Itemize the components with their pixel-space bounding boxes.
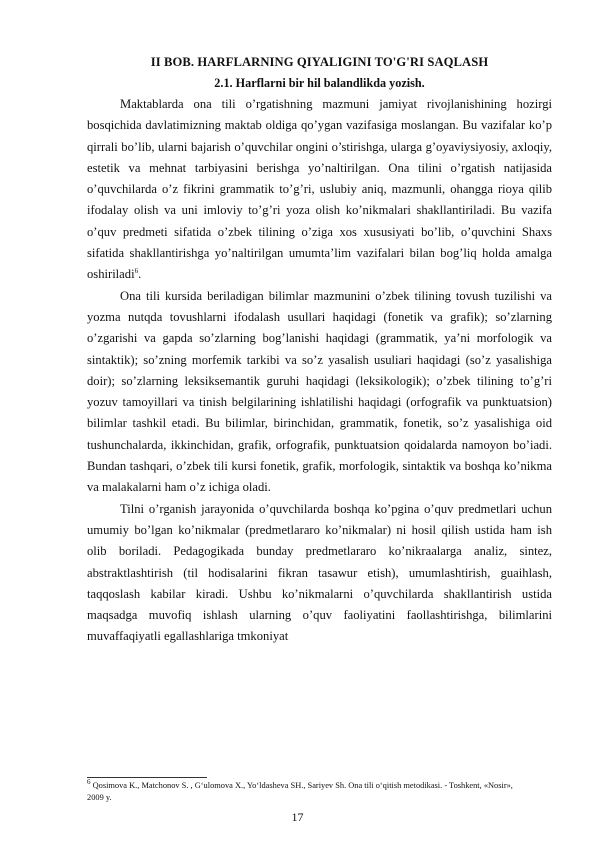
footnote-reference[interactable]: 6 [134,267,139,276]
footnote-text: Qosimova K., Matchonov S. , G‘ulomova X., Yo‘ldasheva SH., Sariyev Sh. Ona tili o‘qitish metodikasi. - Toshkent, «Nosir», 2009 y. [87,781,513,802]
paragraph-3: Tilni o’rganish jarayonida o’quvchilarda boshqa ko’pgina o’quv predmetlari uchun umumiy bo’lgan ko’nikmalar (predmetlararo ko’nikmalar) ni hosil qilish ustida ham ish olib boriladi. Pedagogikada bunday predmetlararo ko’nikraalarga analiz, sintez, abstraktlashtirish (til hodisalarini fikran tasawur etish), umumlashtirish, guaihlash, taqqoslash kabilar kiradi. Ushbu ko’nikmalarni o’quvchilarda shakllantirish ustida maqsadga muvofiq ishlash ularning o’quv faoliyatini faollashtirishga, bilimlarini muvaffaqiyatli egallashlariga tmkoniyat [87,501,552,644]
paragraph-1 [87,94,552,286]
footnote-separator [87,777,207,778]
paragraph-2: Ona tili kursida beriladigan bilimlar mazmunini o’zbek tilining tovush tuzilishi va yozma nutqda tovushlarni ifodalash usullari haqidagi (fonetik va grafik); so’zlarning o’zgarishi va gapda so’zlarning bog’lanishi haqidagi (grammatik, ya’ni morfologik va sintaktik); so’zning morfemik tarkibi va so’z yasalish usuliari haqidagi (so’z yasalishiga doir); so’zlarning leksiksemantik guruhi haqidagi (leksikologik); o’zbek tilining to’g’ri yozuv tamoyillari va tinish belgilarining ishlatilishi haqidagi (orfografik va punktuatsion) bilimlar tashkil etadi. Bu bilimlar, birinchidan, grammatik, fonetik, so’z yasalishiga oid tushunchalarda, ikkinchidan, grafik, orfografik, punktuatsion qoidalarda namoyon bo’iadi. Bundan tashqari, o’zbek tili kursi fonetik, grafik, morfologik, sintaktik va boshqa ko’nikma va malakalarni ham o’z ichiga oladi. [87,288,552,495]
paragraph-1-text: Maktablarda ona tili o’rgatishning mazmuni jamiyat rivojlanishining hozirgi bosqichida davlatimizning maktab oldiga qo’ygan vazifasiga moslangan. Bu vazifalar ko’p qirrali bo’lib, ularni bajarish o’quvchilar ongini o’stirishga, ularga g’oyaviysiyosiy, axloqiy, estetik va mehnat tarbiyasini berishga yo’naltirilgan. Ona tilini o’rgatish natijasida o’quvchilarda o’z fikrini grammatik to’g’ri, uslubiy aniq, mazmunli, ohangga rioya qilib ifodalay olish va uni imloviy to’g’ri yoza olish ko’nikmalari shakllantiriladi. Bu vazifa o’quv predmeti sifatida o’zbek tilining o’ziga xos xususiyati bo’lib, o’quvchini Shaxs sifatida shakllantirishga yo’naltirilgan umumta’lim vazifalari bilan bog’liq holda amalga oshiriladi [87,97,552,282]
page-number: 17 [291,810,304,824]
footnote-mark: 6 [87,778,91,787]
chapter-heading: II BOB. HARFLARNING QIYALIGINI TO'G'RI SAQLASH [150,55,489,69]
paragraph-1-tail: . [138,267,142,282]
page-body [87,52,552,648]
section-heading: 2.1. Harflarni bir hil balandlikda yozish. [214,76,425,90]
footnote [87,780,527,803]
